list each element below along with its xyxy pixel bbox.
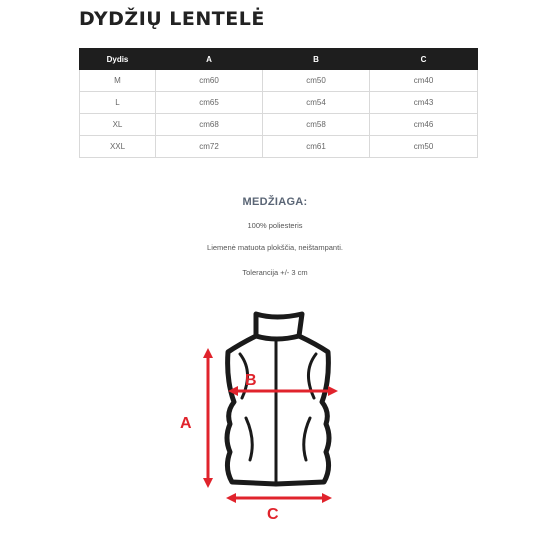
measure-c-cell: cm46 <box>370 114 478 136</box>
measure-b-cell: cm50 <box>263 70 370 92</box>
column-header-a: A <box>156 49 263 70</box>
measure-note: Liemenė matuota plokščia, neištampanti. <box>207 243 343 252</box>
size-table <box>79 48 478 158</box>
size-cell: L <box>80 92 156 114</box>
dimension-arrows <box>203 348 338 503</box>
material-composition: 100% poliesteris <box>247 221 303 230</box>
material-heading: MEDŽIAGA: <box>242 196 308 208</box>
page-title: DYDŽIŲ LENTELĖ <box>79 8 265 30</box>
measure-b-cell: cm54 <box>263 92 370 114</box>
column-header-b: B <box>263 49 370 70</box>
table-row <box>80 70 478 92</box>
measure-a-cell: cm68 <box>156 114 263 136</box>
table-row <box>80 136 478 158</box>
table-header-row <box>80 49 478 70</box>
measure-a-cell: cm60 <box>156 70 263 92</box>
measure-b-cell: cm58 <box>263 114 370 136</box>
vest-diagram <box>170 300 380 530</box>
measure-a-cell: cm72 <box>156 136 263 158</box>
size-cell: XXL <box>80 136 156 158</box>
measure-b-cell: cm61 <box>263 136 370 158</box>
label-a: A <box>180 415 192 432</box>
table-row <box>80 114 478 136</box>
size-cell: M <box>80 70 156 92</box>
label-c: C <box>267 506 279 523</box>
size-cell: XL <box>80 114 156 136</box>
vest-icon <box>227 314 329 484</box>
label-b: B <box>245 372 257 389</box>
column-header-size: Dydis <box>80 49 156 70</box>
tolerance-note: Tolerancija +/- 3 cm <box>242 268 308 277</box>
column-header-c: C <box>370 49 478 70</box>
table-row <box>80 92 478 114</box>
measure-c-cell: cm40 <box>370 70 478 92</box>
measure-c-cell: cm43 <box>370 92 478 114</box>
measure-a-cell: cm65 <box>156 92 263 114</box>
measure-c-cell: cm50 <box>370 136 478 158</box>
